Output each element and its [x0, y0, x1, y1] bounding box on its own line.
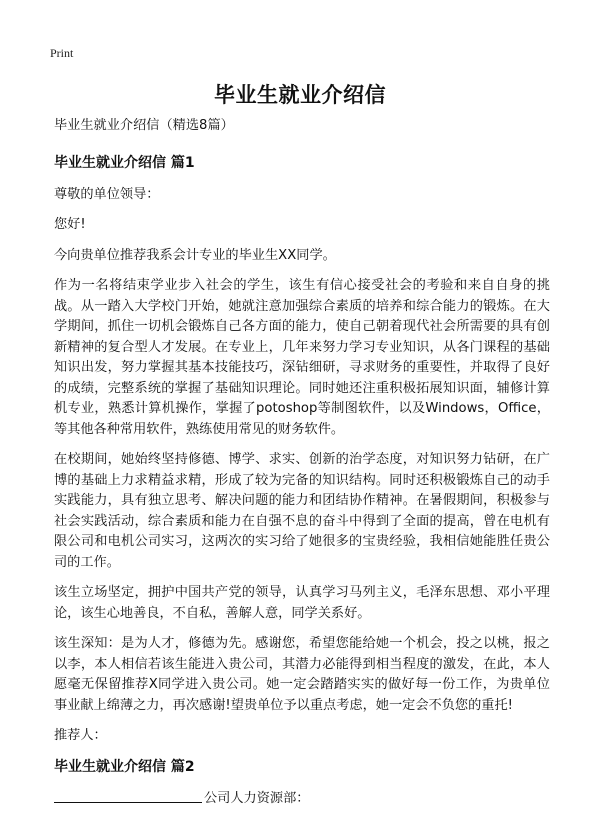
document-body	[54, 116, 550, 819]
recommender-line: 推荐人：	[54, 728, 107, 743]
paragraph-3: 该生立场坚定，拥护中国共产党的领导，认真学习马列主义，毛泽东思想、邓小平理论，该生心地善良，不自私，善解人意，同学关系好。	[54, 585, 550, 621]
paragraph-1: 作为一名将结束学业步入社会的学生，该生有信心接受社会的考验和来自自身的挑战。从一踏入大学校门开始，她就注意加强综合素质的培养和综合能力的锻炼。在大学期间，抓住一切机会锻炼自己各方面的能力，使自己朝着现代社会所需要的具有创新精神的复合型人才发展。在专业上，几年来努力学习专业知识，从各门课程的基础知识出发，努力掌握其基本技能技巧，深钻细研，寻求财务的重要性，并取得了良好的成绩，完整系统的掌握了基础知识理论。同时她还注重积极拓展知识面，辅修计算机专业，熟悉计算机操作，掌握了potoshop等制图软件，以及Windows，Office，等其他各种常用软件，熟练使用常见的财务软件。	[54, 278, 550, 437]
greeting: 您好!	[54, 217, 86, 232]
section-heading-2: 毕业生就业介绍信 篇2	[54, 758, 195, 775]
section-heading-1: 毕业生就业介绍信 篇1	[54, 154, 195, 171]
paragraph-4: 该生深知：是为人才，修德为先。感谢您，希望您能给她一个机会，投之以桃，报之以李，本人相信若该生能进入贵公司，其潜力必能得到相当程度的激发，在此，本人愿毫无保留推荐X同学进入贵公司。她一定会踏踏实实的做好每一份工作，为贵单位事业献上绵薄之力，再次感谢!望贵单位予以重点考虑，她一定会不负您的重托!	[54, 636, 550, 713]
paragraph-2: 在校期间，她始终坚持修德、博学、求实、创新的治学态度，对知识努力钻研，在广博的基础上力求精益求精，形成了较为完备的知识结构。同时还积极锻炼自己的动手实践能力，具有独立思考、解决问题的能力和团结协作精神。在暑假期间，积极参与社会实践活动，综合素质和能力在自强不息的奋斗中得到了全面的提高，曾在电机有限公司和电机公司实习，这两次的实习给了她很多的宝贵经验，我相信她能胜任贵公司的工作。	[54, 452, 550, 570]
hr-address-text: 公司人力资源部：	[204, 790, 310, 806]
intro-paragraph: 今向贵单位推荐我系会计专业的毕业生XX同学。	[54, 247, 336, 263]
print-label: Print	[50, 46, 74, 60]
document-subtitle: 毕业生就业介绍信（精选8篇）	[54, 118, 234, 133]
document-title: 毕业生就业介绍信	[214, 83, 386, 107]
salutation: 尊敬的单位领导：	[54, 186, 160, 202]
blank-underline	[54, 789, 202, 803]
hr-address-line	[54, 789, 550, 810]
